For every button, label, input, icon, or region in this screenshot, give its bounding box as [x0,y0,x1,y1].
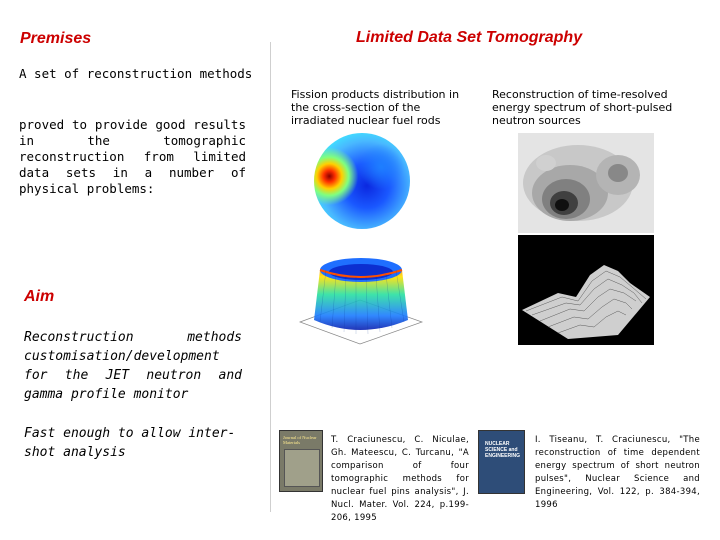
fuel-rod-cross-section-image [314,133,410,229]
journal-cover-2-title: NUCLEAR SCIENCE and ENGINEERING [485,441,521,459]
premises-text: proved to provide good results in the tomographic reconstruction from limited data sets in a number of physical problems: [19,117,246,196]
journal-cover-1 [279,430,323,492]
neutron-spectrum-3d-plot [518,235,654,345]
intro-line: A set of reconstruction methods [19,66,253,81]
aim-heading: Aim [24,288,55,305]
fission-caption: Fission products distribution in the cross-section of the irradiated nuclear fuel rods [291,88,460,127]
aim-text: Reconstruction methods customisation/development for the JET neutron and gamma profile monitor [24,330,242,402]
neutron-spectrum-contour-image [518,133,654,233]
journal-cover-1-image [284,449,320,487]
aim-text-2: Fast enough to allow inter-shot analysis [24,426,236,460]
premises-heading: Premises [20,30,92,47]
reference-1: T. Craciunescu, C. Niculae, Gh. Mateescu, C. Turcanu, "A comparison of four tomographic methods for nuclear fuel pins analysis", J. Nucl. Mater. Vol. 224, p.199-206, 1995 [331,435,469,523]
fuel-rod-3d-plot [290,240,430,350]
journal-cover-2 [478,430,525,494]
tomography-heading: Limited Data Set Tomography [356,29,583,46]
reference-2: I. Tiseanu, T. Craciunescu, "The reconstruction of time dependent energy spectrum of short neutron pulses", Nuclear Science and Engineering, Vol. 122, p. 384-394, 1996 [535,435,700,510]
neutron-caption: Reconstruction of time-resolved energy spectrum of short-pulsed neutron sources [492,88,673,127]
journal-cover-1-title: Journal of Nuclear Materials [283,435,317,445]
column-divider [270,42,271,512]
